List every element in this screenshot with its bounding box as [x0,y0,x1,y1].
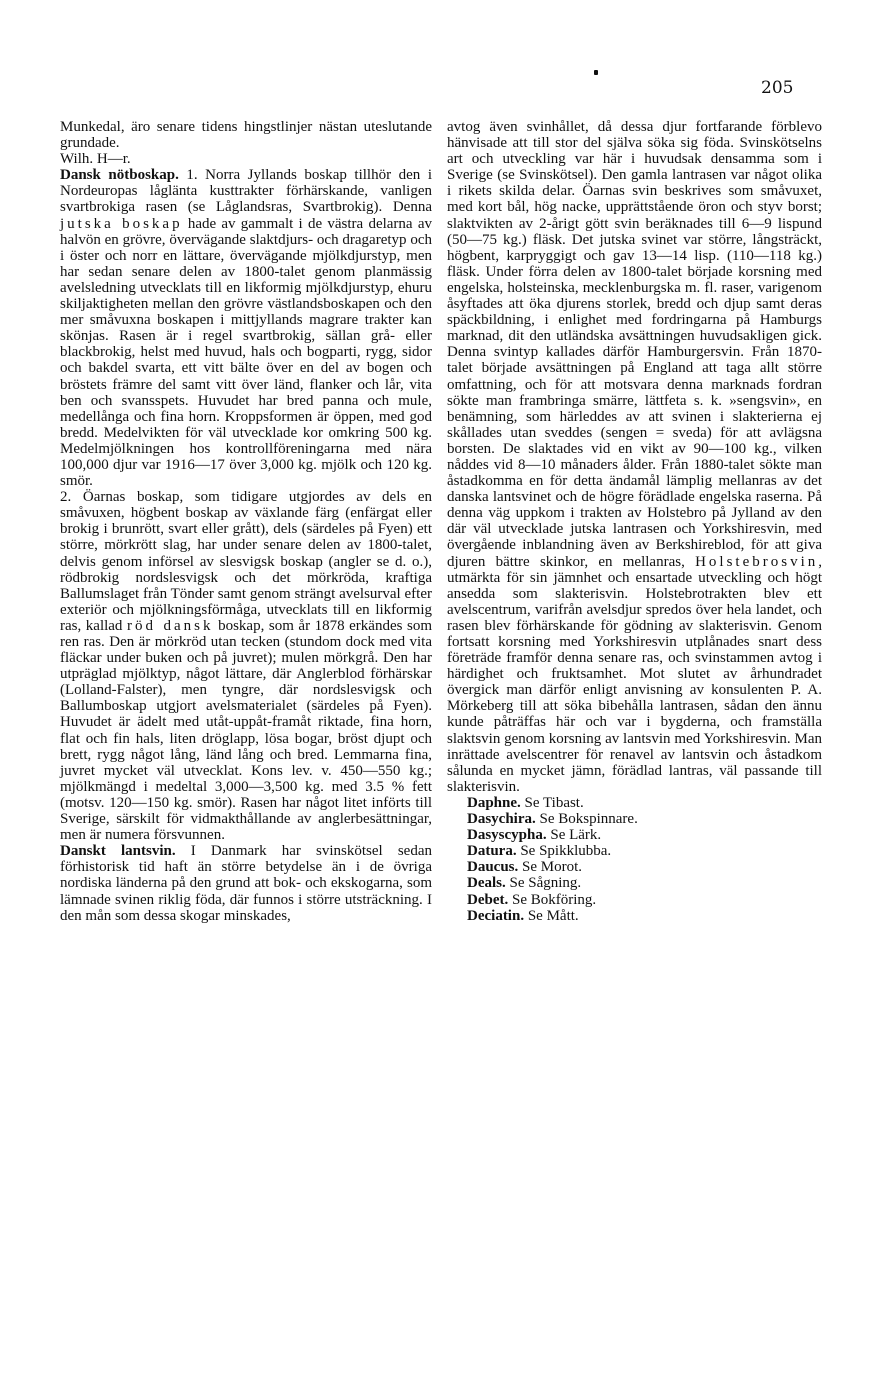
spaced-term: Holstebrosvin [695,553,819,570]
xref-entry: Debet. Se Bokföring. [467,891,597,908]
right-column [447,119,822,924]
entry-danskt-lantsvin: Danskt lantsvin. I Danmark har svinskötsel sedan förhistorisk tid haft än större betydelse än i de övriga nordiska länderna på den grund att bok- och ekskogarna, som lämnade svinen riklig föda, där funnos i större utsträckning. I den mån som dessa skogar minskades, [60,843,432,924]
paragraph-lantsvin-continued: avtog även svinhållet, då dessa djur fortfarande förblevo hänvisade att till stor del själva söka sig föda. Svinskötselns art och utveckling var här i huvudsak densamma som i Sverige (se Svinskötsel). Den gamla lantrasen var något olika i rikets skilda delar. Öarnas svin beskrives som småvuxet, med kort bål, hög nacke, upprättstående öron och styv borst; slaktvikten av 2-årigt gött svin beräknades till 6—9 lispund (50—75 kg.) fläsk. Det jutska svinet var större, långsträckt, högbent, karpryggigt och gav 13—14 lisp. (110—118 kg.) fläsk. Under förra delen av 1800-talet började korsning med engelska, holsteinska, mecklenburgska m. fl. raser, varigenom åsyftades att öka djurens storlek, bredd och djup samt deras späckbildning, i enlighet med fordringarna på Hamburgs marknad, dit den utländska avsättningen huvudsakligen gick. Denna svintyp kallades därför Hamburgersvin. Från 1870-talet började avsättningen på England att taga allt större omfattning, och för att motsvara denna marknads fordran sökte man frambringa smärre, lättfeta s. k. »sengsvin», en benämning, som härleddes av att svinen i slakterierna ej skållades utan sveddes (sengen = sveda) för att avlägsna borsten. De slaktades vid en vikt av 90—100 kg., vilken nåddes vid 8—10 månaders ålder. Från 1880-talet sökte man åstadkomma en för detta ändamål lämplig mellanras av det danska lantsvinet och de högre förädlade engelska raserna. På denna väg uppkom i trakten av Holstebro på Jylland av den där väl utvecklade jutska lantrasen och Yorkshiresvin, med övergående inblandning även av Berkshireblod, för att giva djuren bättre skinkor, en mellanras, Holstebrosvin, utmärkta för sin jämnhet och ensartade utveckling och högt ansedda som slakterisvin. Holstebrotrakten blev ett avelscentrum, varifrån avelsdjur spredos över hela landet, och rasen blev förhärskande för gödning av slakterisvin. Genom fortsatt korsning med Yorkshiresvin utplånades snart dess företräde framför denna senare ras, och svinstammen avtog i härdighet och fruktsamhet. Mot slutet av århundradet övergick man därför enligt anvisning av konsulenten P. A. Mörkeberg till att söka bibehålla lantrasen, sådan den ännu kunde påträffas här och var i bygderna, och framställa slaktsvin genom korsning av lantsvin med Yorkshiresvin. Man inrättade avelscentrer för renavel av lantsvin och åstadkom sålunda en mycket jämn, förädlad lantras, väl passande till slakterisvin. [447,119,822,795]
entry-dansk-notboskap: Dansk nötboskap. 1. Norra Jyllands boskap tillhör den i Nordeuropas låglänta kusttrakter förhärskande, vanligen svartbrokiga rasen (se Låglandsras, Svartbrokig). Denna jutska boskap hade av gammalt i de västra delarna av halvön en grövre, övervägande slaktdjurs- och dragaretyp och i öster och norr en lättare, övervägande mjölkdjurstyp, men har sedan senare delen av 1800-talet genom planmässig avelsledning utvecklats till en likformig mjölkdjurstyp, ehuru skiljaktigheten mellan den grövre västlandsboskapen och den mer småvuxna boskapen i mittjyllands magrare trakter kan skönjas. Rasen är i regel svartbrokig, sällan grå- eller blackbrokig, helst med huvud, hals och bogparti, rygg, sidor och bakdel svarta, ett vitt bälte över en del av bogen och bröstets främre del samt vitt över länd, flanker och lår, vita ben och svansspets. Huvudet har bred panna och mule, medellånga och fina horn. Kroppsformen är öppen, med god bredd. Medelvikten för väl utvecklade kor omkring 500 kg. Medelmjölkningen hos kontrollföreningarna med nära 100,000 djur var 1916—17 över 3,000 kg. mjölk och 120 kg. smör. [60,167,432,490]
paragraph-oarnas-boskap: 2. Öarnas boskap, som tidigare utgjordes av dels en småvuxen, högbent boskap av växlande färg (enfärgat eller brokig i brunrött, svart eller grått), dels (särdeles på Fyen) ett större, mörkrött slag, har under senare delen av 1800-talet, delvis genom införsel av slesvigsk boskap (angler se d. o.), rödbrokig nordslesvigsk och det mörkröda, kraftiga Ballumslaget från Tönder samt genom strängt avelsurval efter exteriör och mjölkningsförmåga, utvecklats till en likformig ras, kallad röd dansk boskap, som år 1878 erkändes som ren ras. Den är mörkröd utan tecken (stundom dock med vita fläckar under buken och på juvret); mulen mörkgrå. Den har utpräglad mjölktyp, något lättare, där Anglerblod förhärskar (Lolland-Falster), men tyngre, där nordslesvigsk och Ballumboskap utgjort avelsmaterialet (särdeles på Fyen). Huvudet är ädelt med utåt-uppåt-framåt riktade, fina horn, flat och fin hals, liten dröglapp, lösa bogar, bröst djupt och brett, rygg något lång, länd lång och bred. Lemmarna fina, juvret mycket väl utvecklat. Kons lev. v. 450—550 kg.; mjölkmängd i medeltal 3,000—3,500 kg. med 3.5 % fett (motsv. 120—150 kg. smör). Rasen har något litet införts till Sverige, särskilt för vidmakthållande av anglerbesättningar, men är numera försvunnen. [60,489,433,844]
ink-dot [594,70,598,75]
left-column [60,119,432,924]
spaced-term: röd dansk [126,617,214,634]
xref-entry: Datura. Se Spikklubba. [467,843,612,860]
paragraph-munkedal: Munkedal, äro senare tidens hingstlinjer nästan uteslutande grundade. [60,119,432,152]
signature: Wilh. H—r. [60,151,131,168]
entry-headword: Danskt lantsvin. [60,843,176,860]
xref-entry: Dasyscypha. Se Lärk. [467,827,602,844]
xref-entry: Daucus. Se Morot. [467,859,583,876]
xref-entry: Daphne. Se Tibast. [467,794,584,811]
entry-headword: Dansk nötboskap. [60,167,179,184]
xref-entry: Dasychira. Se Bokspinnare. [467,811,638,828]
xref-entry: Deciatin. Se Mått. [467,907,579,924]
xref-entry: Deals. Se Sågning. [467,875,582,892]
spaced-term: jutska boskap [60,215,183,232]
page-number: 205 [761,78,794,98]
